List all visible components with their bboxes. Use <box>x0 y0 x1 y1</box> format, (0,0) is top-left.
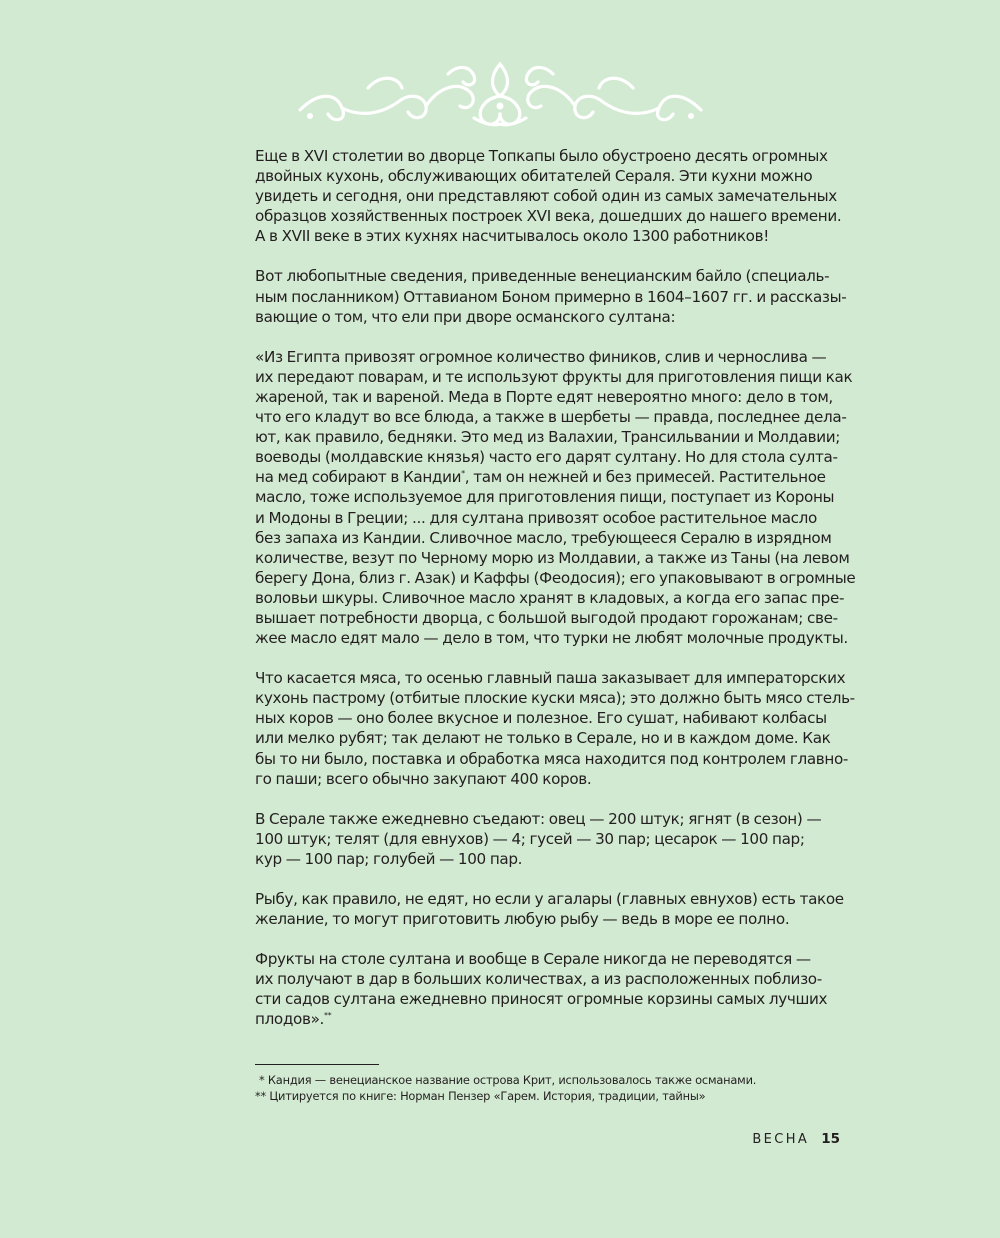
text-fragment: на мед собирают в Кандии <box>255 468 462 487</box>
page-number: 15 <box>821 1131 840 1147</box>
text-line: ных коров — оно более вкусное и полезное. Его сушат, набивают колбасы <box>255 709 827 728</box>
text-line: желание, то могут приготовить любую рыбу — ведь в море ее полно. <box>255 910 790 929</box>
paragraph <box>255 809 840 869</box>
text-line: образцов хозяйственных построек XVI века, дошедших до нашего времени. <box>255 207 842 226</box>
text-fragment: плодов». <box>255 1010 324 1029</box>
text-line: 100 штук; телят (для евнухов) — 4; гусей — 30 пар; цесарок — 100 пар; <box>255 829 805 848</box>
text-line: кур — 100 пар; голубей — 100 пар. <box>255 849 523 868</box>
footnote-marker: ** <box>324 1011 332 1021</box>
text-line: их получают в дар в больших количествах, а из расположенных поблизо- <box>255 970 822 989</box>
text-line: и Модоны в Греции; ... для султана привозят особое растительное масло <box>255 508 817 527</box>
text-line: воловьи шкуры. Сливочное масло хранят в кладовых, а когда его запас пре- <box>255 588 845 607</box>
text-line: вышает потребности дворца, с большой выгодой продают горожанам; све- <box>255 608 838 627</box>
text-line: Фрукты на столе султана и вообще в Серале никогда не переводятся — <box>255 950 811 969</box>
text-line: жареной, так и вареной. Меда в Порте едят невероятно много: дело в том, <box>255 387 833 406</box>
main-text <box>255 146 856 1050</box>
text-line: ным посланником) Оттавианом Боном примерно в 1604–1607 гг. и рассказы- <box>255 287 847 306</box>
footnote: ** Цитируется по книге: Норман Пензер «Гарем. История, традиции, тайны» <box>255 1089 706 1103</box>
paragraph <box>255 889 844 929</box>
text-line: В Серале также ежедневно съедают: овец — 200 штук; ягнят (в сезон) — <box>255 809 822 828</box>
text-line: масло, тоже используемое для приготовления пищи, поступает из Короны <box>255 488 835 507</box>
footnote-divider <box>255 1064 379 1065</box>
floral-ornament-icon <box>298 58 703 130</box>
text-line: А в XVII веке в этих кухнях насчитывалось около 1300 работников! <box>255 227 769 246</box>
paragraph <box>255 146 840 246</box>
text-line: количестве, везут по Черному морю из Молдавии, а также из Таны (на левом <box>255 548 850 567</box>
text-line: го паши; всего обычно закупают 400 коров. <box>255 769 592 788</box>
text-line: сти садов султана ежедневно приносят огромные корзины самых лучших <box>255 990 828 1009</box>
text-line: «Из Египта привозят огромное количество фиников, слив и чернослива — <box>255 347 827 366</box>
paragraph <box>255 949 840 1029</box>
footnote-marker: * <box>461 469 465 479</box>
text-line <box>255 1009 840 1029</box>
text-line: кухонь пастрому (отбитые плоские куски мяса); это должно быть мясо стель- <box>255 689 855 708</box>
running-footer <box>690 1131 840 1147</box>
text-fragment: , там он нежней и без примесей. Растительное <box>464 468 826 487</box>
quote-paragraph <box>255 347 856 648</box>
text-line: вающие о том, что ели при дворе османского султана: <box>255 307 676 326</box>
text-line: берегу Дона, близ г. Азак) и Каффы (Феодосия); его упаковывают в огромные <box>255 568 856 587</box>
footnote: * Кандия — венецианское название острова Крит, использовалось также османами. <box>259 1073 757 1087</box>
text-line <box>255 467 840 487</box>
text-line: их передают поварам, и те используют фрукты для приготовления пищи как <box>255 367 853 386</box>
footnotes <box>255 1072 840 1104</box>
text-line: жее масло едят мало — дело в том, что турки не любят молочные продукты. <box>255 629 848 648</box>
text-line: двойных кухонь, обслуживающих обитателей Сераля. Эти кухни можно <box>255 167 813 186</box>
text-line: что его кладут во все блюда, а также в шербеты — правда, последнее дела- <box>255 408 847 427</box>
text-line: ют, как правило, бедняки. Это мед из Валахии, Трансильвании и Молдавии; <box>255 428 841 447</box>
text-line: бы то ни было, поставка и обработка мяса находится под контролем главно- <box>255 749 849 768</box>
text-line: Вот любопытные сведения, приведенные венецианским байло (специаль- <box>255 267 830 286</box>
text-line: Еще в XVI столетии во дворце Топкапы было обустроено десять огромных <box>255 147 828 165</box>
paragraph <box>255 668 855 789</box>
text-line: Что касается мяса, то осенью главный паша заказывает для императорских <box>255 669 846 688</box>
section-name: ВЕСНА <box>752 1132 810 1147</box>
text-line: Рыбу, как правило, не едят, но если у агалары (главных евнухов) есть такое <box>255 890 844 908</box>
text-line: или мелко рубят; так делают не только в Серале, но и в каждом доме. Как <box>255 729 831 748</box>
text-line: увидеть и сегодня, они представляют собой один из самых замечательных <box>255 187 837 206</box>
text-line: воеводы (молдавские князья) часто его дарят султану. Но для стола султа- <box>255 448 838 467</box>
text-line: без запаха из Кандии. Сливочное масло, требующееся Сералю в изрядном <box>255 528 832 547</box>
paragraph <box>255 266 847 326</box>
